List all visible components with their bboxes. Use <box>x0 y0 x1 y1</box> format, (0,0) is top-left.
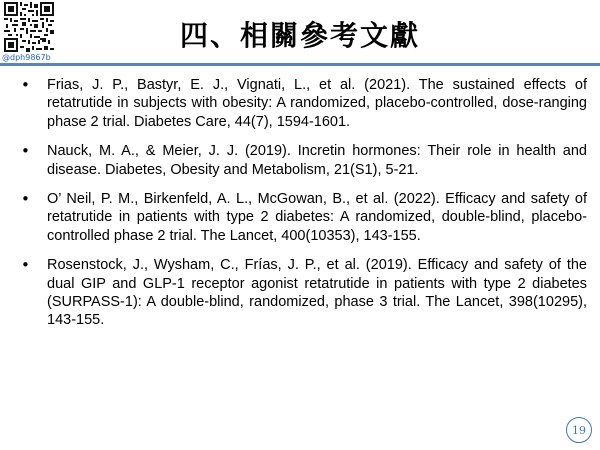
bullet-marker: • <box>21 142 30 161</box>
reference-text: Frias, J. P., Bastyr, E. J., Vignati, L., et al. (2021). The sustained effects of retatrutide in subjects with obesity: A randomized, placebo-controlled, dose-ranging phase 2 trial. Diabetes Care, 44(7), 1594-1601. <box>47 77 587 130</box>
reference-text: Rosenstock, J., Wysham, C., Frías, J. P., et al. (2019). Efficacy and safety of the dual GIP and GLP-1 receptor agonist retatrutide in patients with type 2 diabetes (SURPASS-1): A double-blind, randomized, phase 3 trial. The Lancet, 398(10295), 143-155. <box>47 257 587 329</box>
bullet-marker: • <box>21 190 30 209</box>
list-item <box>0 142 600 179</box>
author-handle: @dph9867b <box>2 53 51 62</box>
list-item <box>0 76 600 131</box>
list-item <box>0 256 600 330</box>
list-item <box>0 190 600 245</box>
reference-text: Nauck, M. A., & Meier, J. J. (2019). Incretin hormones: Their role in health and disease. Diabetes, Obesity and Metabolism, 21(S1), 5-21. <box>47 143 587 178</box>
bullet-marker: • <box>21 76 30 94</box>
reference-list <box>0 76 600 341</box>
page-title: 四、相關參考文獻 <box>179 19 420 52</box>
bullet-marker: • <box>21 256 30 275</box>
page-number-badge: 19 <box>566 417 592 443</box>
reference-text: O’ Neil, P. M., Birkenfeld, A. L., McGowan, B., et al. (2022). Efficacy and safety of retatrutide in patients with type 2 diabetes: A randomized, double-blind, placebo-controlled phase 2 trial. The Lancet, 400(10353), 143-155. <box>47 191 587 244</box>
title-divider <box>0 63 600 66</box>
